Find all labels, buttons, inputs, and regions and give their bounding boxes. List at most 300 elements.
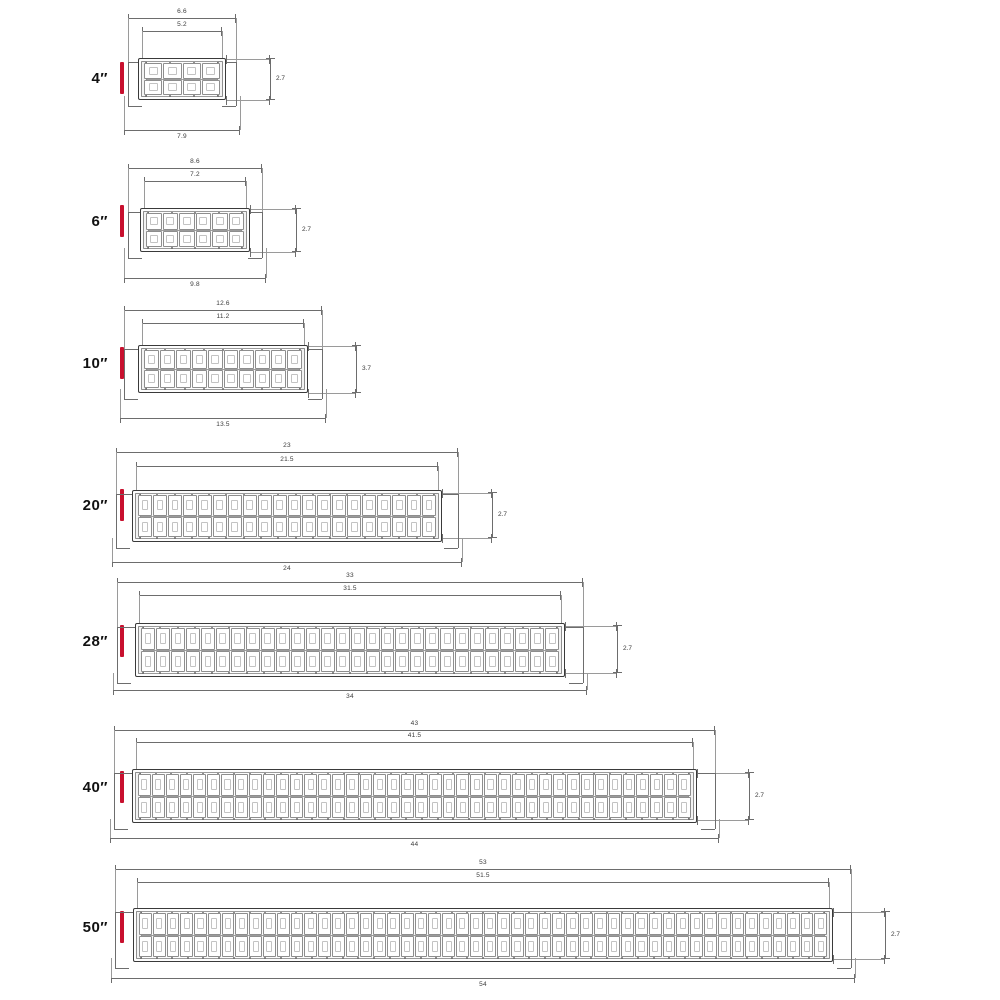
led — [183, 63, 201, 79]
led — [470, 913, 483, 935]
size-label: 4″ — [91, 70, 108, 87]
led — [621, 936, 634, 958]
size-accent-rule — [120, 771, 124, 803]
led — [608, 936, 621, 958]
led — [392, 517, 406, 538]
led — [153, 495, 167, 516]
extension-line — [124, 96, 125, 130]
led-grid — [141, 628, 559, 672]
led — [377, 517, 391, 538]
led-grid — [146, 213, 244, 247]
led-grid — [138, 495, 436, 537]
mounting-bracket-link — [124, 349, 138, 350]
led-row — [144, 350, 302, 369]
size-label: 50″ — [82, 919, 108, 936]
dimension-line-top — [116, 452, 458, 453]
led — [180, 936, 193, 958]
mounting-bracket-foot — [222, 106, 236, 107]
led — [273, 495, 287, 516]
led — [263, 797, 276, 819]
mounting-bracket-foot — [308, 399, 322, 400]
led — [249, 913, 262, 935]
led — [192, 350, 207, 369]
led — [318, 936, 331, 958]
dimension-text-inner: 51.5 — [476, 872, 490, 879]
dimension-line-inner — [137, 882, 829, 883]
extension-line — [139, 595, 140, 623]
led — [497, 936, 510, 958]
led — [243, 495, 257, 516]
led — [138, 774, 151, 796]
led — [183, 495, 197, 516]
mounting-bracket-arm — [458, 494, 459, 548]
dimension-line-top — [124, 310, 322, 311]
led-row — [146, 231, 244, 248]
light-bar-40in — [132, 769, 697, 823]
led — [422, 517, 436, 538]
led — [291, 936, 304, 958]
led — [553, 797, 566, 819]
led — [663, 913, 676, 935]
extension-line — [561, 595, 562, 623]
led — [595, 774, 608, 796]
light-bar-4in — [138, 58, 226, 100]
led — [415, 774, 428, 796]
dimension-text-bottom: 34 — [346, 693, 354, 700]
dimension-line-height — [885, 911, 886, 959]
dimension-text-top: 33 — [346, 572, 354, 579]
led — [243, 517, 257, 538]
led — [207, 774, 220, 796]
led-row — [146, 213, 244, 230]
led — [429, 797, 442, 819]
led — [156, 651, 170, 673]
extension-line — [719, 819, 720, 838]
led — [650, 797, 663, 819]
led — [636, 774, 649, 796]
size-accent-rule — [120, 62, 124, 94]
led — [553, 774, 566, 796]
mounting-bracket-foot — [248, 258, 262, 259]
mounting-bracket-arm — [262, 212, 263, 258]
led — [224, 370, 239, 389]
extension-line — [587, 673, 588, 690]
extension-line — [124, 248, 125, 278]
led — [208, 936, 221, 958]
dimension-text-top: 53 — [479, 859, 487, 866]
led — [213, 495, 227, 516]
extension-line — [128, 168, 129, 214]
led — [497, 913, 510, 935]
led — [235, 797, 248, 819]
led — [287, 350, 302, 369]
led — [180, 913, 193, 935]
led — [360, 774, 373, 796]
led — [138, 517, 152, 538]
led-grid — [138, 774, 691, 818]
extension-line — [124, 310, 125, 351]
led-grid — [139, 913, 827, 957]
led — [291, 651, 305, 673]
size-label: 10″ — [82, 355, 108, 372]
led — [336, 651, 350, 673]
led — [196, 231, 212, 248]
led — [332, 517, 346, 538]
led — [192, 370, 207, 389]
led — [676, 913, 689, 935]
dimension-text-top: 12.6 — [216, 300, 230, 307]
led — [221, 774, 234, 796]
led — [814, 913, 827, 935]
led-grid — [144, 63, 220, 95]
extension-line — [458, 452, 459, 496]
led — [526, 774, 539, 796]
led — [306, 651, 320, 673]
led — [525, 913, 538, 935]
extension-line — [114, 730, 115, 775]
led — [160, 350, 175, 369]
led — [623, 774, 636, 796]
led — [580, 936, 593, 958]
led-row — [138, 495, 436, 516]
led — [566, 936, 579, 958]
mounting-bracket-arm — [124, 349, 125, 399]
led — [212, 213, 228, 230]
led — [581, 774, 594, 796]
led — [678, 774, 691, 796]
led — [332, 913, 345, 935]
led — [318, 797, 331, 819]
led — [228, 495, 242, 516]
led — [373, 774, 386, 796]
dimension-text-inner: 7.2 — [190, 171, 200, 178]
led — [428, 913, 441, 935]
led — [202, 80, 220, 96]
dimension-text-height: 2.7 — [891, 931, 901, 938]
led — [249, 936, 262, 958]
extension-line — [715, 730, 716, 775]
dimension-text-inner: 21.5 — [280, 456, 294, 463]
led — [291, 628, 305, 650]
led — [332, 936, 345, 958]
led — [387, 913, 400, 935]
led — [498, 797, 511, 819]
dimension-text-inner: 41.5 — [407, 732, 422, 739]
led — [263, 913, 276, 935]
led — [581, 797, 594, 819]
light-bar-10in — [138, 345, 308, 393]
led — [336, 628, 350, 650]
led — [484, 774, 497, 796]
extension-line — [136, 742, 137, 769]
led — [455, 628, 469, 650]
dimension-text-bottom: 7.9 — [177, 133, 187, 140]
mounting-bracket-foot — [115, 968, 129, 969]
led — [470, 628, 484, 650]
led — [239, 370, 254, 389]
led — [291, 913, 304, 935]
led — [224, 350, 239, 369]
led — [456, 774, 469, 796]
led — [208, 370, 223, 389]
extension-line — [128, 18, 129, 64]
extension-line — [693, 742, 694, 769]
led — [609, 774, 622, 796]
mounting-bracket-link — [128, 212, 140, 213]
extension-line — [697, 820, 749, 821]
led — [216, 628, 230, 650]
led — [360, 913, 373, 935]
led — [539, 913, 552, 935]
led — [470, 651, 484, 673]
led — [176, 370, 191, 389]
led-row — [144, 80, 220, 96]
led — [222, 936, 235, 958]
led — [498, 774, 511, 796]
led — [276, 774, 289, 796]
led — [321, 628, 335, 650]
extension-line — [113, 673, 114, 690]
led — [623, 797, 636, 819]
led — [141, 628, 155, 650]
dimension-text-bottom: 44 — [410, 841, 419, 848]
led — [539, 774, 552, 796]
led — [231, 628, 245, 650]
led — [407, 517, 421, 538]
led — [635, 936, 648, 958]
led — [179, 213, 195, 230]
extension-line — [462, 538, 463, 562]
led — [525, 936, 538, 958]
led — [271, 350, 286, 369]
led — [485, 651, 499, 673]
led — [168, 517, 182, 538]
led — [636, 797, 649, 819]
led — [332, 774, 345, 796]
led — [428, 936, 441, 958]
led — [171, 628, 185, 650]
dimension-line-height — [270, 58, 271, 100]
led — [381, 651, 395, 673]
led — [306, 628, 320, 650]
mounting-bracket-arm — [236, 62, 237, 106]
extension-line — [136, 466, 137, 490]
led — [401, 797, 414, 819]
led — [718, 913, 731, 935]
led — [401, 774, 414, 796]
led — [261, 651, 275, 673]
mounting-bracket-arm — [128, 62, 129, 106]
led — [484, 797, 497, 819]
led — [258, 495, 272, 516]
mounting-bracket-foot — [114, 829, 128, 830]
led — [552, 936, 565, 958]
led — [139, 913, 152, 935]
led — [318, 774, 331, 796]
mounting-bracket-arm — [115, 912, 116, 968]
led — [373, 913, 386, 935]
mounting-bracket-link — [565, 627, 583, 628]
dimension-line-bottom — [110, 838, 719, 839]
led — [500, 628, 514, 650]
extension-line — [117, 582, 118, 629]
size-accent-rule — [120, 911, 124, 943]
led — [484, 913, 497, 935]
led — [362, 495, 376, 516]
extension-line — [442, 538, 492, 539]
mounting-bracket-link — [117, 627, 135, 628]
mounting-bracket-link — [308, 349, 322, 350]
dimension-line-inner — [136, 742, 693, 743]
led — [276, 651, 290, 673]
led — [663, 936, 676, 958]
led — [201, 651, 215, 673]
led — [304, 936, 317, 958]
led — [263, 936, 276, 958]
led — [194, 913, 207, 935]
led — [470, 936, 483, 958]
extension-line — [240, 96, 241, 130]
led — [704, 913, 717, 935]
dimension-line-height — [617, 625, 618, 673]
led-row — [144, 370, 302, 389]
led — [745, 913, 758, 935]
led — [196, 213, 212, 230]
extension-line — [120, 389, 121, 418]
led — [415, 913, 428, 935]
led — [304, 797, 317, 819]
led — [153, 936, 166, 958]
led — [381, 628, 395, 650]
extension-line — [855, 958, 856, 978]
mounting-bracket-link — [226, 62, 236, 63]
led — [304, 774, 317, 796]
dimension-line-bottom — [124, 130, 240, 131]
led — [787, 936, 800, 958]
dimension-text-bottom: 13.5 — [216, 421, 230, 428]
led — [580, 913, 593, 935]
led — [351, 651, 365, 673]
led — [456, 913, 469, 935]
led-row — [141, 651, 559, 673]
led — [138, 797, 151, 819]
led — [401, 936, 414, 958]
led — [678, 797, 691, 819]
led — [163, 63, 181, 79]
led — [443, 797, 456, 819]
mounting-bracket-arm — [117, 627, 118, 683]
light-bar-50in — [133, 908, 833, 962]
led — [271, 370, 286, 389]
led — [202, 63, 220, 79]
led — [485, 628, 499, 650]
led — [276, 628, 290, 650]
size-label: 20″ — [82, 497, 108, 514]
dimension-line-height — [296, 208, 297, 252]
dimension-line-top — [117, 582, 583, 583]
extension-line — [112, 538, 113, 562]
led — [168, 495, 182, 516]
led — [277, 913, 290, 935]
led — [249, 797, 262, 819]
dimension-text-height: 2.7 — [276, 75, 286, 82]
extension-line — [222, 31, 223, 58]
led — [443, 774, 456, 796]
led — [229, 231, 245, 248]
led — [594, 936, 607, 958]
led-row — [141, 628, 559, 650]
extension-line — [115, 869, 116, 914]
led — [213, 517, 227, 538]
dimension-text-height: 2.7 — [623, 645, 633, 652]
extension-line — [250, 252, 296, 253]
led — [621, 913, 634, 935]
led — [429, 774, 442, 796]
led — [395, 628, 409, 650]
led — [186, 628, 200, 650]
led — [290, 797, 303, 819]
led — [228, 517, 242, 538]
mounting-bracket-foot — [116, 548, 130, 549]
led — [373, 797, 386, 819]
extension-line — [111, 958, 112, 978]
led — [801, 913, 814, 935]
led — [456, 936, 469, 958]
led — [171, 651, 185, 673]
led — [156, 628, 170, 650]
led — [249, 774, 262, 796]
led — [609, 797, 622, 819]
led — [235, 774, 248, 796]
extension-line — [262, 168, 263, 214]
led — [163, 213, 179, 230]
led — [759, 936, 772, 958]
dimension-line-top — [114, 730, 715, 731]
led — [332, 797, 345, 819]
mounting-bracket-link — [128, 62, 138, 63]
led — [515, 628, 529, 650]
led — [422, 495, 436, 516]
mounting-bracket-arm — [128, 212, 129, 258]
led — [415, 797, 428, 819]
led — [425, 651, 439, 673]
led — [814, 936, 827, 958]
led — [594, 913, 607, 935]
led — [362, 517, 376, 538]
led — [208, 350, 223, 369]
led — [138, 495, 152, 516]
led — [387, 797, 400, 819]
mounting-bracket-foot — [128, 258, 142, 259]
led — [304, 913, 317, 935]
size-label: 40″ — [82, 779, 108, 796]
led-row — [138, 797, 691, 819]
extension-line — [851, 869, 852, 914]
size-accent-rule — [120, 205, 124, 237]
led — [288, 495, 302, 516]
mounting-bracket-link — [114, 773, 132, 774]
mounting-bracket-foot — [444, 548, 458, 549]
extension-line — [308, 393, 356, 394]
dimension-line-height — [749, 772, 750, 820]
led — [318, 913, 331, 935]
led — [650, 774, 663, 796]
dimension-text-height: 2.7 — [302, 226, 312, 233]
dimension-line-inner — [142, 31, 222, 32]
led — [608, 913, 621, 935]
extension-line — [565, 673, 617, 674]
light-bar-6in — [140, 208, 250, 252]
